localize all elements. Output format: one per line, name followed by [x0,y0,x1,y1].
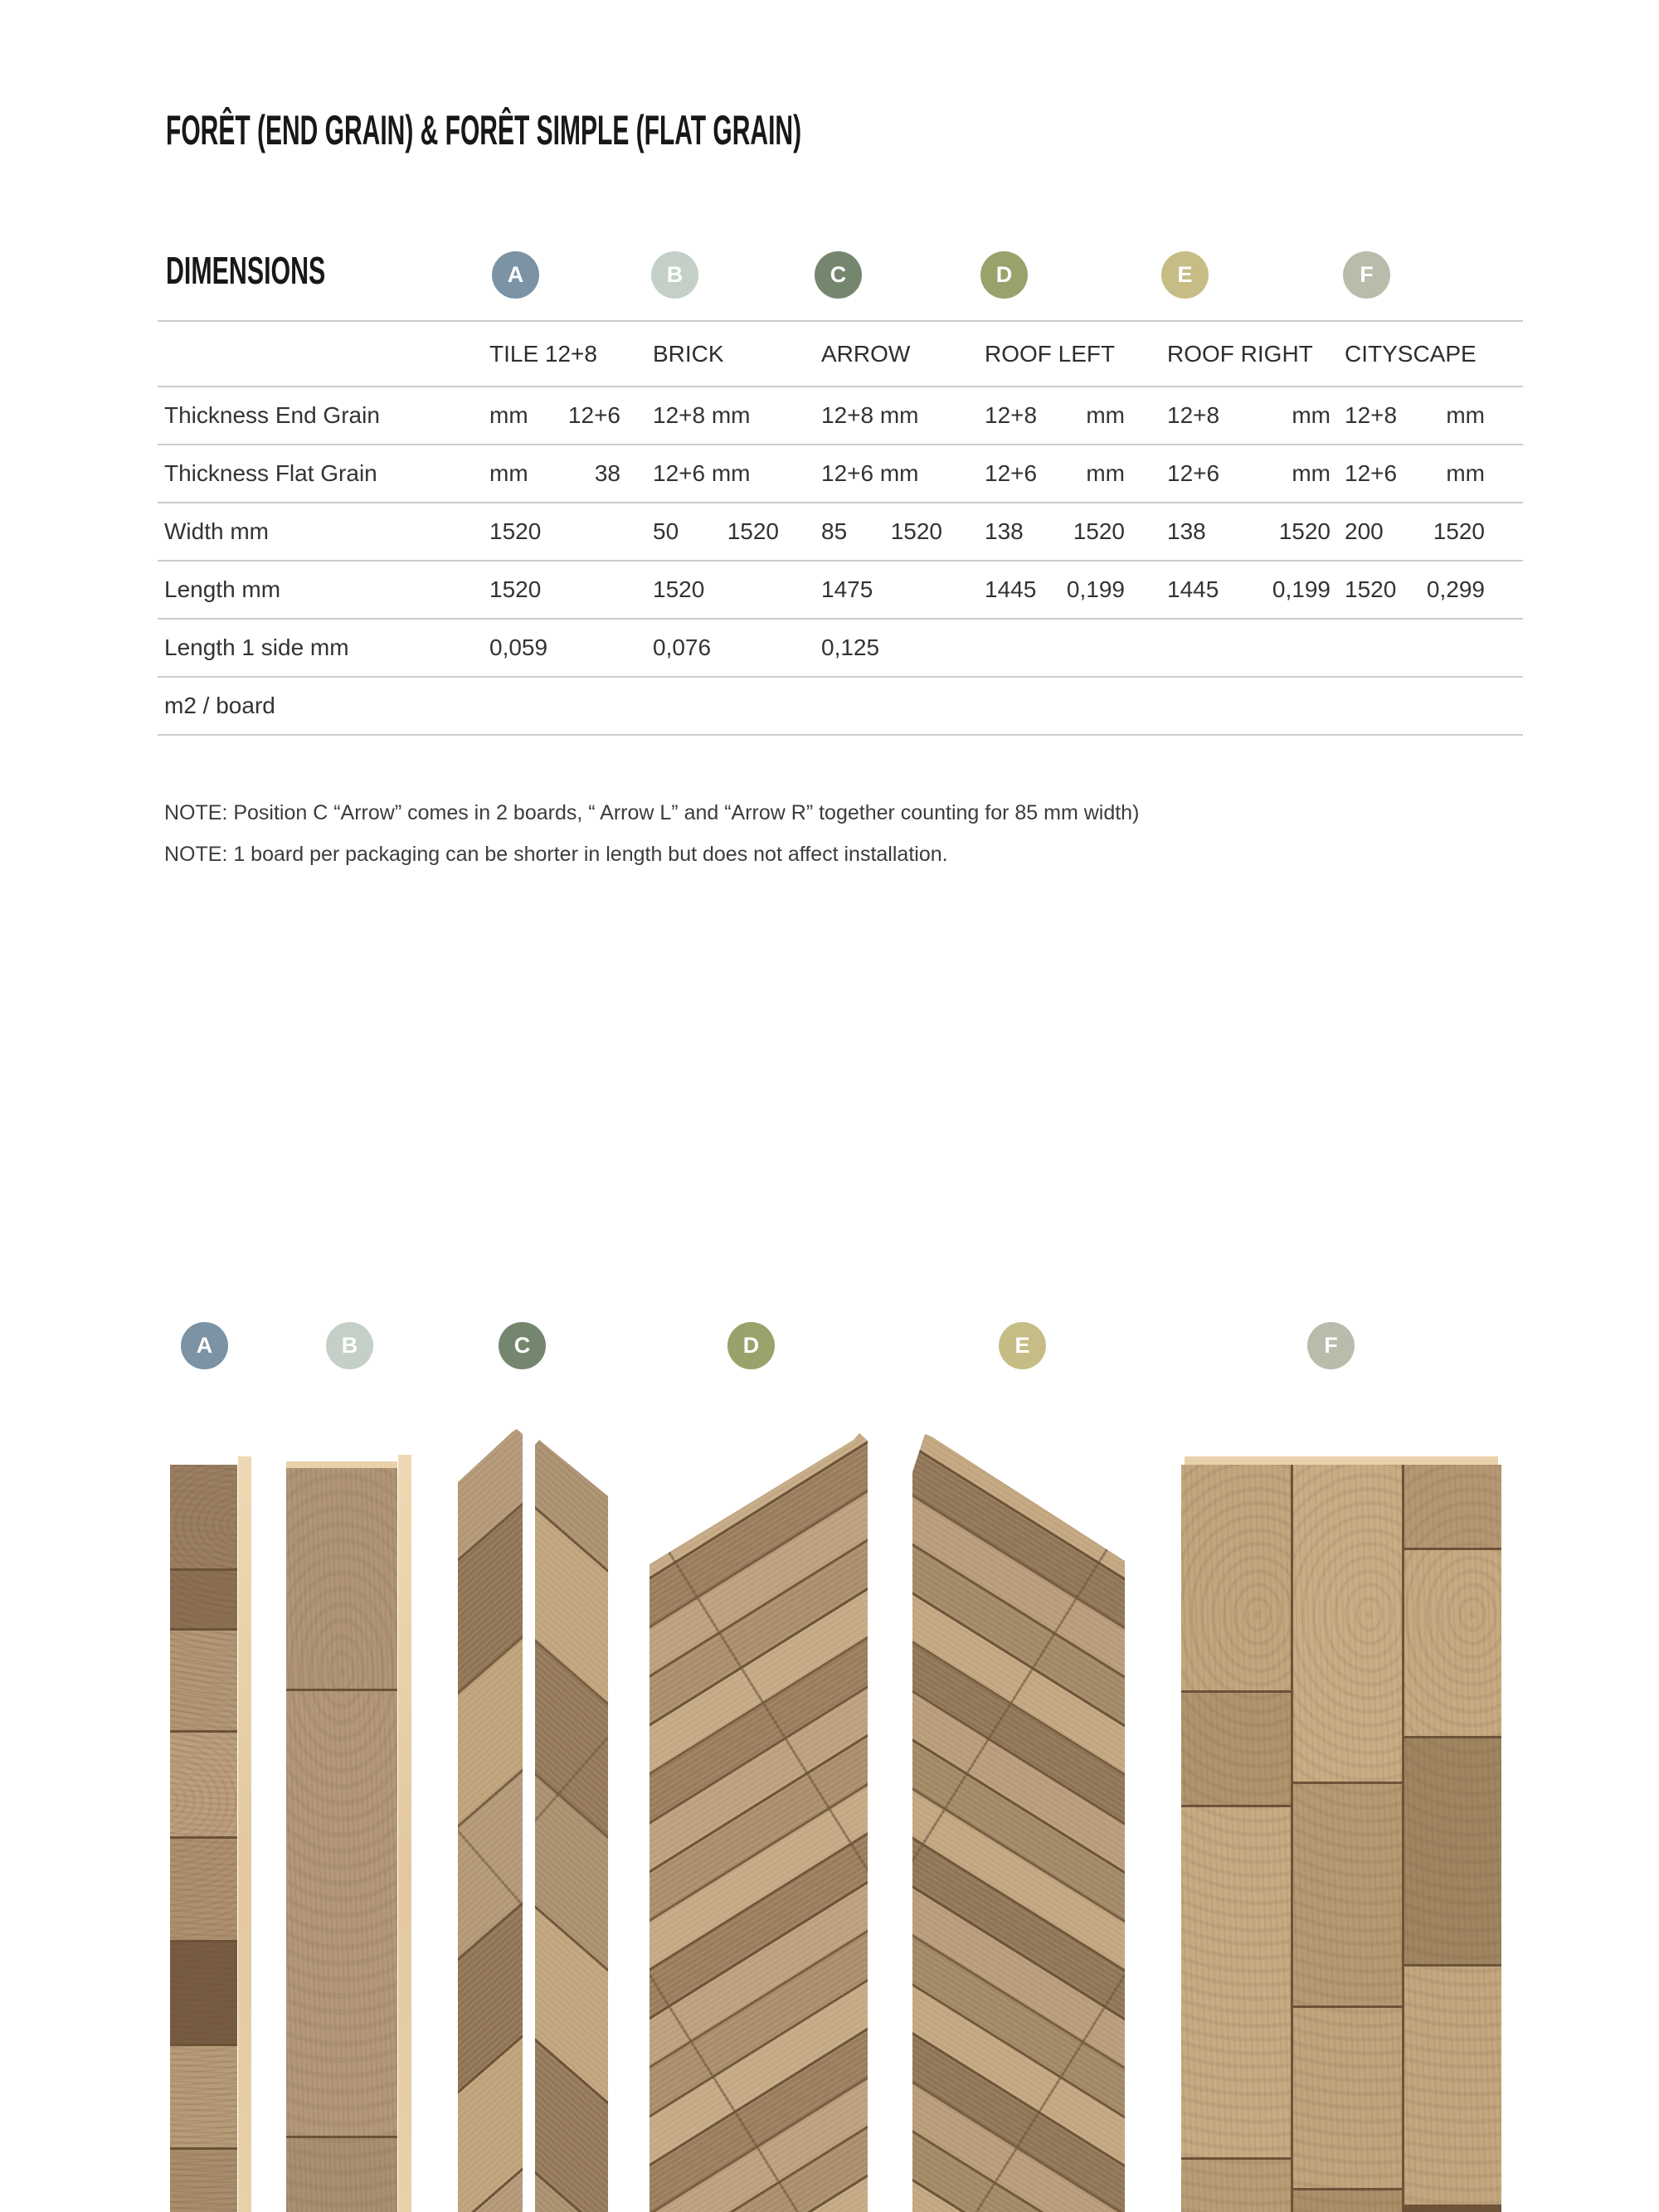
table-cell: 50 1520 [653,518,779,544]
table-cell [985,678,1125,734]
table-cell [1167,620,1331,676]
table-cell: 1445 0,199 [1167,576,1331,602]
row-label: Length 1 side mm [164,634,349,660]
badge-d: D [980,251,1028,299]
table-row [158,678,1523,736]
table-cell: mm 38 [489,460,620,486]
figure-roof-left-board [649,1433,868,2212]
table-cell: 1520 [653,576,705,602]
table-row [158,445,1523,503]
table-cell: 12+6 mm [653,460,751,486]
figure-cityscape-column [1291,1465,1402,2212]
figure-badge-a: A [181,1322,228,1369]
figure-badge-c: C [499,1322,546,1369]
figure-arrow-right-board [535,1440,608,2212]
table-cell [1167,678,1331,734]
dimensions-table [158,320,1523,736]
table-cell: 12+6 mm [985,460,1125,486]
figure-brick-board-edge [398,1455,411,2212]
header-roof-left: ROOF LEFT [985,340,1116,367]
header-tile: TILE 12+8 [489,340,597,367]
table-cell: 1520 0,299 [1345,576,1485,602]
badge-f: F [1343,251,1390,299]
page-title-text: FORÊT (END GRAIN) & FORÊT SIMPLE (FLAT GRAIN) [166,107,802,153]
table-cell: 138 1520 [985,518,1125,544]
table-cell [653,678,779,734]
badge-b: B [651,251,698,299]
table-row [158,503,1523,562]
table-cell: 12+6 mm [821,460,919,486]
figure-brick-board [286,1461,397,2212]
table-cell: 1445 0,199 [985,576,1125,602]
table-cell: 0,076 [653,634,712,660]
table-cell: 12+6 mm [1345,460,1485,486]
row-label: Width mm [164,518,269,544]
table-cell: 12+8 mm [821,402,919,428]
header-cityscape: CITYSCAPE [1345,340,1477,367]
badge-a: A [492,251,539,299]
table-cell: 138 1520 [1167,518,1331,544]
header-empty [164,322,479,386]
figure-roof-right-board [912,1434,1125,2212]
figure-badge-e: E [999,1322,1046,1369]
figure-badge-b: B [326,1322,373,1369]
figure-badge-d: D [727,1322,775,1369]
table-cell: 12+8 mm [985,402,1125,428]
table-cell: 1520 [489,576,542,602]
table-cell [1345,678,1485,734]
table-cell: 12+6 mm [1167,460,1331,486]
figure-tile-board [170,1465,237,2212]
row-label: Length mm [164,576,281,602]
table-cell: mm 12+6 [489,402,620,428]
table-header-row [158,322,1523,387]
table-cell: 200 1520 [1345,518,1485,544]
row-label: m2 / board [164,693,275,718]
table-cell: 0,059 [489,634,548,660]
note-arrow-boards: NOTE: Position C “Arrow” comes in 2 boards, “ Arrow L” and “Arrow R” together counting for 85 mm width) [164,801,1140,824]
figure-cityscape-column [1402,1465,1501,2212]
figure-arrow-left-board [458,1429,523,2212]
note-packaging: NOTE: 1 board per packaging can be shorter in length but does not affect installation. [164,843,948,866]
dimensions-heading: DIMENSIONS [166,249,326,292]
table-cell [985,620,1125,676]
table-cell [821,678,942,734]
table-cell: 12+8 mm [653,402,751,428]
figure-tile-board-edge [238,1456,251,2212]
table-row [158,387,1523,445]
table-cell [489,678,620,734]
badge-e: E [1161,251,1209,299]
row-label: Thickness Flat Grain [164,460,377,486]
table-cell: 0,125 [821,634,880,660]
page-title [166,108,1225,153]
header-roof-right: ROOF RIGHT [1167,340,1313,367]
header-brick: BRICK [653,340,724,367]
table-cell: 12+8 mm [1167,402,1331,428]
figure-badge-f: F [1307,1322,1355,1369]
table-row [158,562,1523,620]
table-cell: 1520 [489,518,542,544]
row-label: Thickness End Grain [164,402,380,428]
badge-c: C [815,251,862,299]
table-cell: 85 1520 [821,518,942,544]
table-cell: 1475 [821,576,873,602]
header-arrow: ARROW [821,340,911,367]
figure-cityscape-column [1181,1465,1291,2212]
figure-cityscape-board [1181,1456,1501,2212]
table-row [158,620,1523,678]
table-cell: 12+8 mm [1345,402,1485,428]
table-cell [1345,620,1485,676]
